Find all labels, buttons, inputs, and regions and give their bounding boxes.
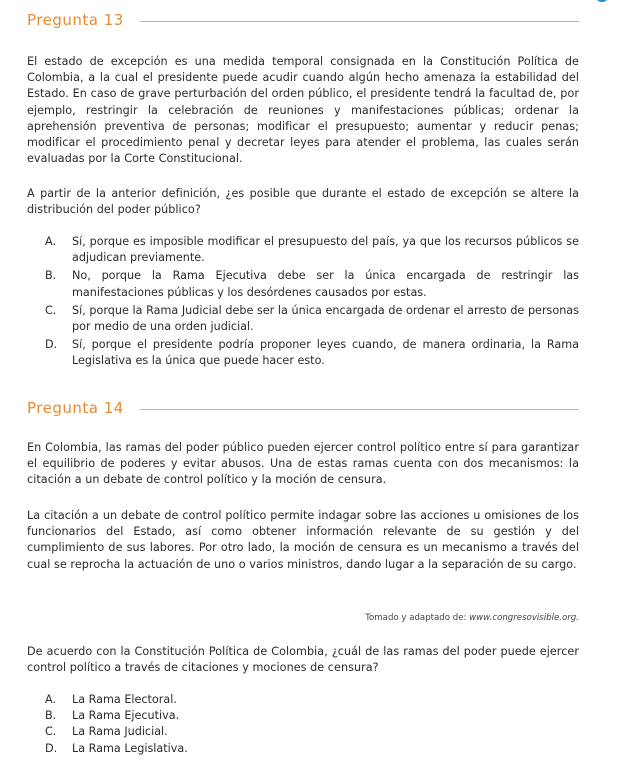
question-13-options <box>45 234 579 372</box>
option-letter: A. <box>45 693 57 706</box>
question-14-prompt: De acuerdo con la Constitución Política de Colombia, ¿cuál de las ramas del poder puede ejercer control político a través de citaciones y mociones de censura? <box>27 645 579 675</box>
option-c[interactable] <box>45 724 579 740</box>
option-c[interactable] <box>45 303 579 335</box>
question-14-options <box>45 692 579 757</box>
question-13-title: Pregunta 13 <box>27 11 124 29</box>
option-text: La Rama Legislativa. <box>72 741 188 755</box>
question-14-context-2: La citación a un debate de control político permite indagar sobre las acciones u omisiones de los funcionarios del Estado, así como obtener información relevante de su gestión y del cumplimiento de sus labores. Por otro lado, la moción de censura es un mecanismo a través del cual se reprocha la actuación de uno o varios ministros, dando lugar a la separación de su cargo. <box>27 509 579 571</box>
option-d[interactable] <box>45 337 579 369</box>
option-text: Sí, porque el presidente podría proponer leyes cuando, de manera ordinaria, la Rama Legislativa es la única que puede hacer esto. <box>72 338 579 368</box>
option-letter: D. <box>45 338 58 352</box>
option-b[interactable] <box>45 708 579 724</box>
corner-decoration <box>595 0 609 2</box>
option-text: La Rama Judicial. <box>72 725 168 739</box>
option-letter: B. <box>45 709 57 723</box>
question-14-context-1: En Colombia, las ramas del poder público pueden ejercer control político entre sí para garantizar el equilibrio de poderes y evitar abusos. Una de estas ramas cuenta con dos mecanismos: la citación a un debate de control político y la moción de censura. <box>27 441 579 487</box>
option-text: La Rama Electoral. <box>72 693 177 706</box>
option-letter: C. <box>45 303 57 317</box>
question-14-header <box>27 398 579 418</box>
option-a[interactable] <box>45 234 579 266</box>
option-b[interactable] <box>45 268 579 300</box>
option-letter: B. <box>45 269 57 283</box>
option-d[interactable] <box>45 741 579 757</box>
question-14-title: Pregunta 14 <box>27 399 124 417</box>
question-13-prompt: A partir de la anterior definición, ¿es posible que durante el estado de excepción se altere la distribución del poder público? <box>27 187 579 217</box>
question-13-header <box>27 10 579 30</box>
source-link[interactable]: www.congresovisible.org. <box>469 613 579 623</box>
source-prefix: Tomado y adaptado de: <box>365 613 470 623</box>
header-rule <box>140 21 579 22</box>
option-text: La Rama Ejecutiva. <box>72 709 180 723</box>
header-rule <box>140 409 579 410</box>
option-letter: D. <box>45 741 58 755</box>
option-letter: C. <box>45 725 57 739</box>
source-citation <box>365 613 579 623</box>
option-letter: A. <box>45 235 57 248</box>
question-13-context: El estado de excepción es una medida temporal consignada en la Constitución Política de Colombia, a la cual el presidente puede acudir cuando algún hecho amenaza la estabilidad del Estado. En caso de grave perturbación del orden público, el presidente tendrá la facultad de, por ejemplo, restringir la celebración de reuniones y manifestaciones públicas; ordenar la aprehensión preventiva de personas; modificar el presupuesto; aumentar y reducir penas; modificar el procedimiento penal y decretar leyes para atender el problema, las cuales serán evaluadas por la Corte Constitucional. <box>27 55 579 166</box>
option-text: Sí, porque la Rama Judicial debe ser la única encargada de ordenar el arresto de personas por medio de una orden judicial. <box>72 303 579 334</box>
option-text: No, porque la Rama Ejecutiva debe ser la única encargada de restringir las manifestaciones públicas y los desórdenes causados por estas. <box>72 269 579 299</box>
option-text: Sí, porque es imposible modificar el presupuesto del país, ya que los recursos públicos se adjudican previamente. <box>72 235 579 265</box>
option-a[interactable] <box>45 692 579 708</box>
